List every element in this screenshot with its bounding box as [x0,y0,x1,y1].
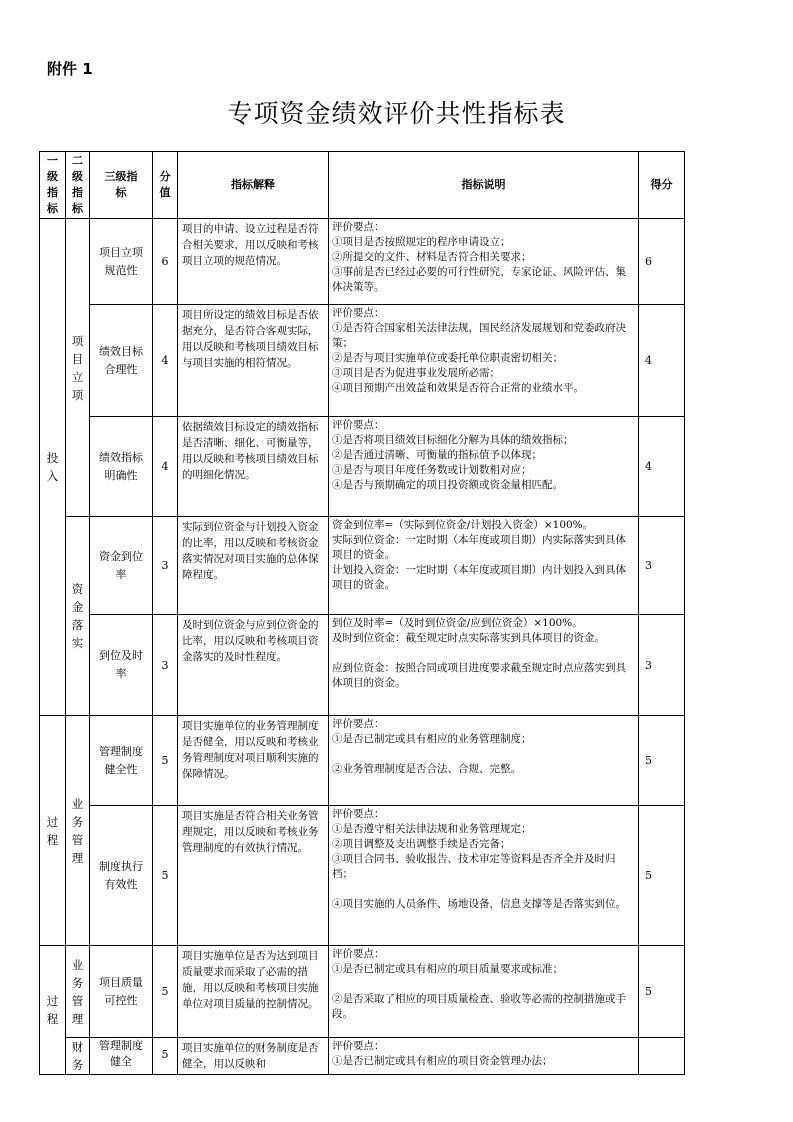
indicator-points: 6 [639,219,685,305]
description-line: ①是否已制定或具有相应的项目资金管理办法； [332,1055,553,1067]
table-row [40,716,685,806]
indicator-name: 资金到位率 [90,517,153,615]
description-line: ④是否与预期确定的项目投资额或资金量相匹配。 [332,479,563,491]
indicator-score: 4 [153,305,178,417]
indicator-name: 项目质量可控性 [90,946,153,1038]
indicator-explanation: 项目的申请、设立过程是否符合相关要求，用以反映和考核项目立项的规范情况。 [178,219,329,305]
description-line: ①是否已制定或具有相应的项目质量要求或标准； [332,963,563,975]
description-line: 资金到位率=（实际到位资金/计划投入资金）×100%。 [332,519,594,531]
indicator-name: 制度执行有效性 [90,806,153,946]
category-guocheng: 过程 [40,716,66,946]
table-row [40,946,685,1038]
description-line: ③事前是否已经过必要的可行性研究、专家论证、风险评估、集体决策等。 [332,266,626,293]
description-line: ②业务管理制度是否合法、合规、完整。 [332,763,521,775]
description-spacer [332,882,635,897]
indicator-points: 4 [639,305,685,417]
indicator-points: 4 [639,417,685,517]
attachment-label: 附件 1 [47,60,93,78]
indicator-points: 5 [639,716,685,806]
description-line: 评价要点： [332,307,385,319]
description-line: 评价要点： [332,1040,385,1052]
description-line: 及时到位资金：截至规定时点实际落实到具体项目的资金。 [332,632,605,644]
indicator-explanation: 项目实施单位的财务制度是否健全，用以反映和 [178,1038,329,1075]
indicator-name: 管理制度健全 [90,1038,153,1075]
header-row [40,152,685,219]
description-line: ②所提交的文件、材料是否符合相关要求； [332,251,532,263]
description-line: ②是否与项目实施单位或委托单位职责密切相关； [332,352,563,364]
indicator-name: 绩效目标合理性 [90,305,153,417]
description-line: ①项目是否按照规定的程序申请设立； [332,236,511,248]
description-line: ④项目预期产出效益和效果是否符合正常的业绩水平。 [332,382,584,394]
indicator-description [329,716,639,806]
table-row [40,305,685,417]
indicator-description [329,806,639,946]
indicator-description [329,1038,639,1075]
subcategory-xiangmulixiang: 项目立项 [66,219,90,517]
indicator-score: 5 [153,716,178,806]
indicator-points [639,1038,685,1075]
indicator-explanation: 项目实施单位是否为达到项目质量要求而采取了必需的措施，用以反映和考核项目实施单位对项目质量的控制情况。 [178,946,329,1038]
subcategory-zijinluoshi: 资金落实 [66,517,90,716]
subcategory-yewuguanli: 业务管理 [66,716,90,946]
description-line: ①是否遵守相关法律法规和业务管理规定； [332,823,532,835]
description-line: ③项目合同书、验收报告、技术审定等资料是否齐全并及时归档； [332,853,616,880]
indicator-description [329,417,639,517]
table-row [40,615,685,716]
description-line: 计划投入资金：一定时期（本年度或项目期）内计划投入到具体项目的资金。 [332,564,626,591]
indicator-score: 5 [153,806,178,946]
indicator-name: 到位及时率 [90,615,153,716]
header-points: 得分 [639,152,685,219]
subcategory-caiwu: 财务 [66,1038,90,1075]
indicator-name: 绩效指标明确性 [90,417,153,517]
description-line: 到位及时率=（及时到位资金/应到位资金）×100%。 [332,617,583,629]
indicator-name: 项目立项规范性 [90,219,153,305]
category-touru: 投入 [40,219,66,716]
description-line: ③项目是否为促进事业发展所必需； [332,367,500,379]
description-line: 实际到位资金：一定时期（本年度或项目期）内实际落实到具体项目的资金。 [332,534,626,561]
header-score: 分值 [153,152,178,219]
indicator-score: 3 [153,517,178,615]
description-line: 应到位资金：按照合同或项目进度要求截至规定时点应落实到具体项目的资金。 [332,662,626,689]
description-spacer [332,747,635,762]
description-line: ①是否符合国家相关法律法规，国民经济发展规划和党委政府决策； [332,322,626,349]
table-row [40,1038,685,1075]
indicator-explanation: 项目实施单位的业务管理制度是否健全，用以反映和考核业务管理制度对项目顺利实施的保障情况。 [178,716,329,806]
indicator-score: 6 [153,219,178,305]
indicator-description [329,305,639,417]
indicator-explanation: 实际到位资金与计划投入资金的比率，用以反映和考核资金落实情况对项目实施的总体保障程度。 [178,517,329,615]
indicator-score: 4 [153,417,178,517]
indicator-score: 5 [153,1038,178,1075]
header-description: 指标说明 [329,152,639,219]
header-level2: 二级指标 [66,152,90,219]
description-line: 评价要点： [332,221,385,233]
indicator-score: 3 [153,615,178,716]
header-level3: 三级指标 [90,152,153,219]
indicator-description [329,219,639,305]
table-row [40,417,685,517]
table-row [40,806,685,946]
description-line: 评价要点： [332,808,385,820]
indicator-explanation: 及时到位资金与应到位资金的比率，用以反映和考核项目资金落实的及时性程度。 [178,615,329,716]
description-line: ①是否将项目绩效目标细化分解为具体的绩效指标； [332,434,574,446]
indicator-explanation: 项目实施是否符合相关业务管理规定，用以反映和考核业务管理制度的有效执行情况。 [178,806,329,946]
indicator-description [329,946,639,1038]
indicator-points: 5 [639,946,685,1038]
description-line: 评价要点： [332,419,385,431]
description-line: 评价要点： [332,948,385,960]
description-line: ③是否与项目年度任务数或计划数相对应； [332,464,532,476]
header-level1: 一级指标 [40,152,66,219]
indicator-table [39,151,685,1075]
indicator-name: 管理制度健全性 [90,716,153,806]
description-line: ④项目实施的人员条件、场地设备，信息支撑等是否落实到位。 [332,898,626,910]
indicator-description [329,517,639,615]
header-explanation: 指标解释 [178,152,329,219]
description-line: ①是否已制定或具有相应的业务管理制度； [332,733,532,745]
description-line: ②项目调整及支出调整手续是否完备； [332,838,511,850]
indicator-score: 5 [153,946,178,1038]
indicator-explanation: 项目所设定的绩效目标是否依据充分，是否符合客观实际，用以反映和考核项目绩效目标与项目实施的相符情况。 [178,305,329,417]
description-spacer [332,977,635,992]
indicator-description [329,615,639,716]
table-row [40,219,685,305]
indicator-points: 3 [639,615,685,716]
description-line: 评价要点： [332,718,385,730]
category-guocheng: 过程 [40,946,66,1075]
table-row [40,517,685,615]
indicator-points: 5 [639,806,685,946]
description-spacer [332,646,635,661]
description-line: ②是否采取了相应的项目质量检查、验收等必需的控制措施或手段。 [332,993,626,1020]
page-title: 专项资金绩效评价共性指标表 [227,99,566,128]
indicator-explanation: 依据绩效目标设定的绩效指标是否清晰、细化、可衡量等，用以反映和考核项目绩效目标的明细化情况。 [178,417,329,517]
subcategory-yewuguanli: 业务管理 [66,946,90,1038]
indicator-points: 3 [639,517,685,615]
description-line: ②是否通过清晰、可衡量的指标值予以体现； [332,449,542,461]
